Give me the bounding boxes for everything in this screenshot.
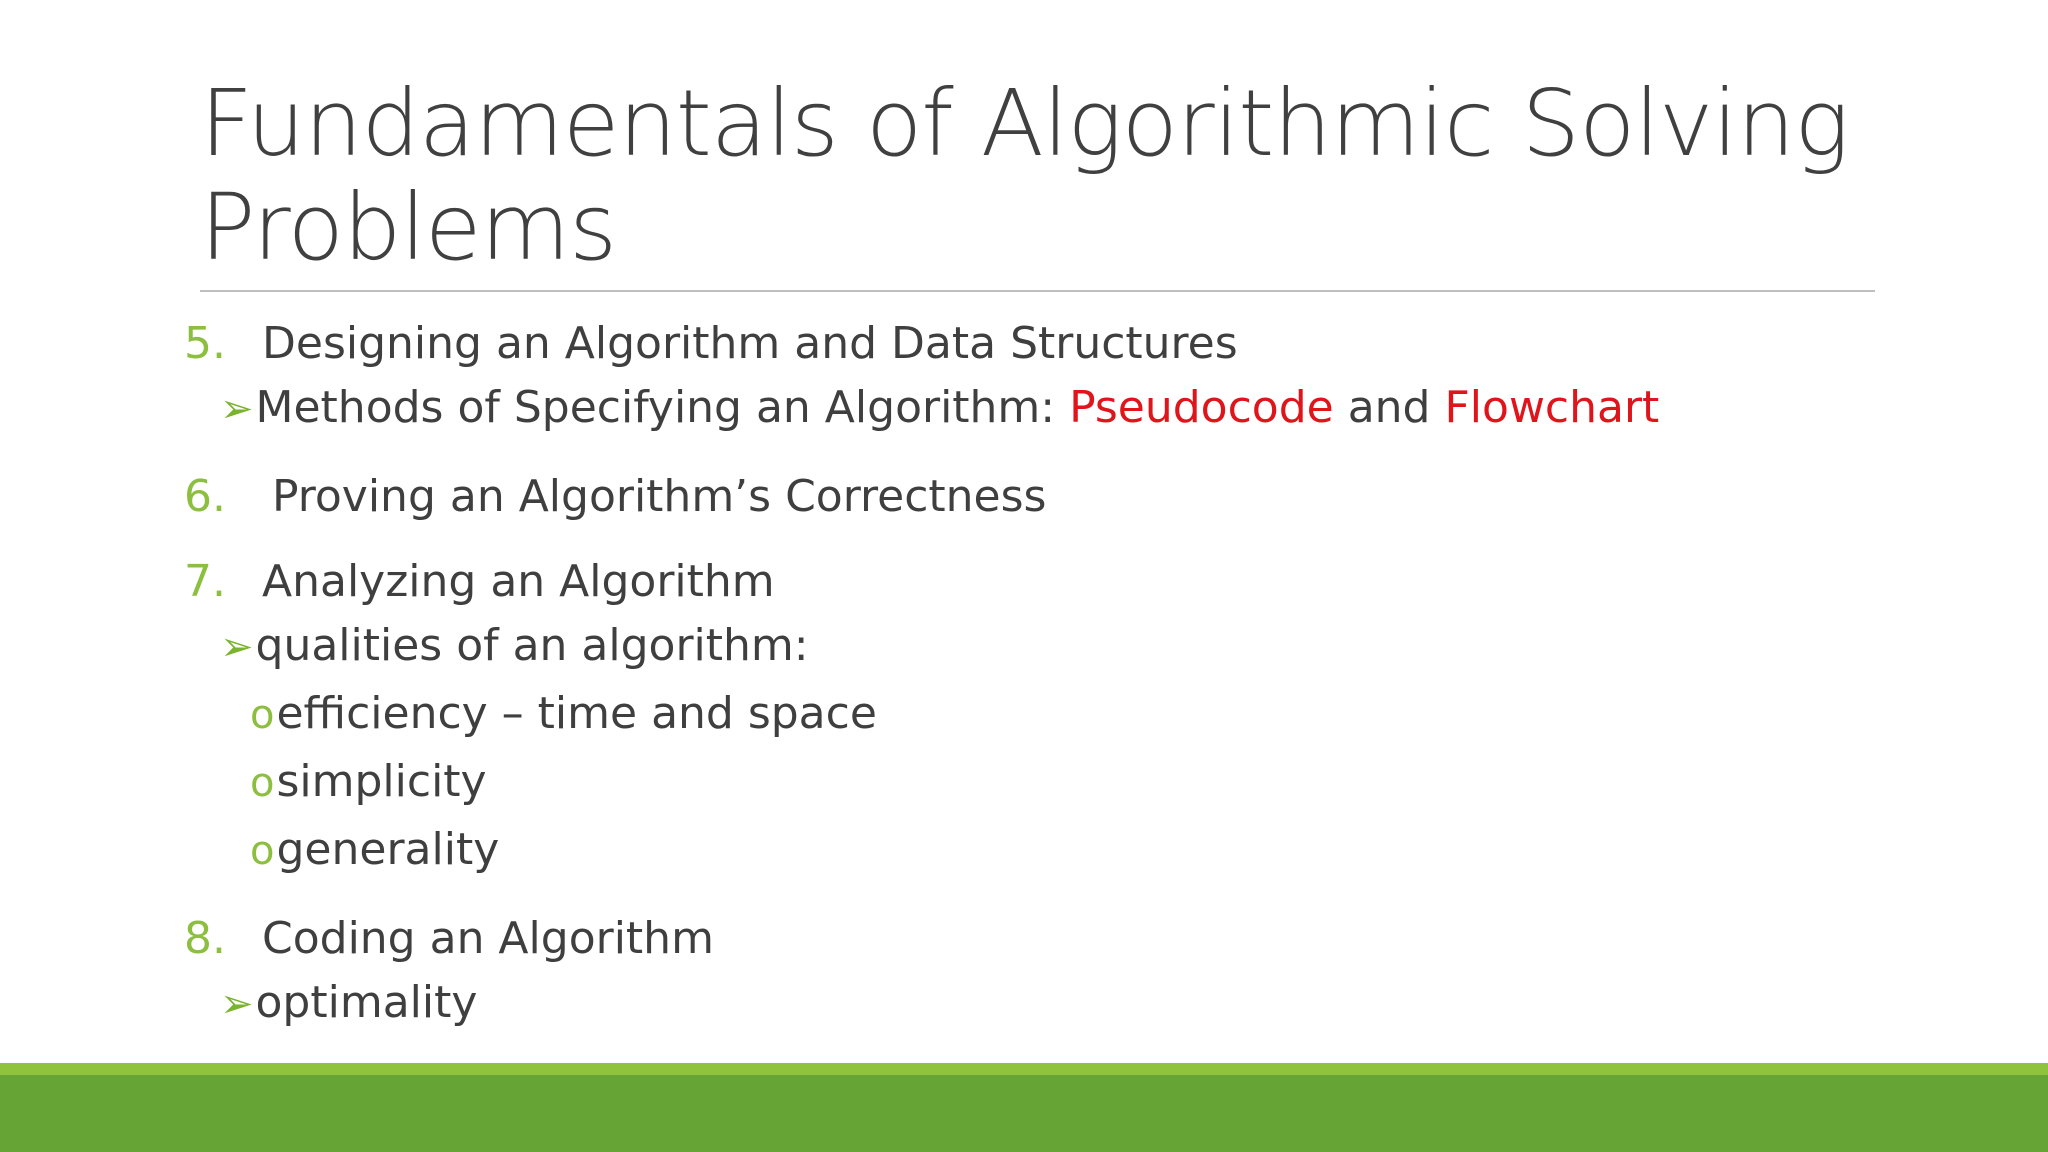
sub-item-methods bbox=[220, 380, 1659, 437]
simplicity-text: simplicity bbox=[276, 756, 487, 807]
item-number-6: 6. bbox=[184, 471, 226, 522]
efficiency-text: efficiency – time and space bbox=[276, 688, 877, 739]
generality-text: generality bbox=[276, 824, 500, 875]
footer-band-light bbox=[0, 1063, 2048, 1075]
sub-sub-item-generality bbox=[250, 822, 499, 879]
sub-item-qualities bbox=[220, 618, 809, 675]
circle-bullet-icon: o bbox=[250, 760, 275, 806]
item-number-7: 7. bbox=[184, 556, 226, 607]
sub-item-optimality bbox=[220, 975, 477, 1032]
methods-and: and bbox=[1333, 382, 1445, 433]
item-number-5: 5. bbox=[184, 318, 226, 369]
circle-bullet-icon: o bbox=[250, 828, 275, 874]
footer-band-dark bbox=[0, 1075, 2048, 1152]
qualities-text: qualities of an algorithm: bbox=[255, 620, 809, 671]
sub-sub-item-simplicity bbox=[250, 754, 487, 811]
item-text-5: Designing an Algorithm and Data Structures bbox=[262, 318, 1238, 369]
optimality-text: optimality bbox=[255, 977, 478, 1028]
methods-prefix: Methods of Specifying an Algorithm: bbox=[255, 382, 1070, 433]
slide-title-line-2: Problems bbox=[200, 174, 617, 281]
arrow-bullet-icon: ➢ bbox=[220, 386, 254, 432]
sub-sub-item-efficiency bbox=[250, 686, 877, 743]
slide-title-line-1: Fundamentals of Algorithmic Solving bbox=[200, 70, 1849, 177]
item-number-8: 8. bbox=[184, 913, 226, 964]
item-text-6: Proving an Algorithm’s Correctness bbox=[258, 471, 1047, 522]
pseudocode-highlight: Pseudocode bbox=[1069, 382, 1334, 433]
arrow-bullet-icon: ➢ bbox=[220, 981, 254, 1027]
circle-bullet-icon: o bbox=[250, 692, 275, 738]
item-text-7: Analyzing an Algorithm bbox=[262, 556, 775, 607]
item-text-8: Coding an Algorithm bbox=[262, 913, 714, 964]
flowchart-highlight: Flowchart bbox=[1444, 382, 1660, 433]
arrow-bullet-icon: ➢ bbox=[220, 624, 254, 670]
